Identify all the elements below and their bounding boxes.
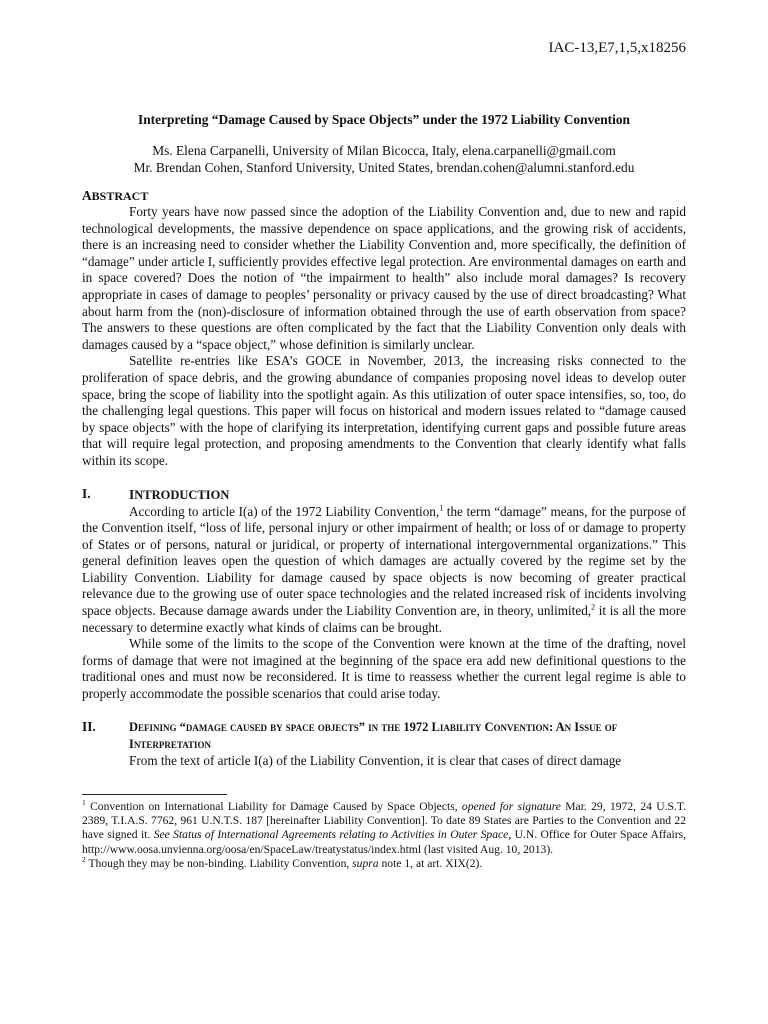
section-2-paragraph-1: From the text of article I(a) of the Liability Convention, it is clear that cases of direct damage — [129, 752, 622, 768]
section-2-heading — [82, 719, 686, 753]
section-1-paragraph-1: According to article I(a) of the 1972 Liability Convention,$^1$ the term “damage” means, for the purpose of the Convention itself, “loss of life, personal injury or other impairment of health; or loss of or damage to property of States or of persons, natural or juridical, or property of international intergovernmental organizations.” This general definition leaves open the question of which damages are actually covered by the regime set by the Liability Convention. Liability for damage caused by space objects is now becoming of greater practical relevance due to the growing use of outer space technologies and the related increased risk of incidents involving space objects. Because damage awards under the Liability Convention are, in theory, unlimited,$^2$ it is all the more necessary to determine exactly what kinds of claims can be brought. — [82, 503, 686, 635]
section-1-heading — [82, 486, 686, 504]
abstract-paragraph-2: Satellite re-entries like ESA’s GOCE in November, 2013, the increasing risks connected to the proliferation of space debris, and the growing abundance of companies proposing novel ideas to develop outer space, bring the scope of liability into the spotlight again. As this utilization of outer space intensifies, so, too, do the challenging legal questions. This paper will focus on historical and modern issues related to “damage caused by space objects” with the hope of clarifying its interpretation, identifying current gaps and possible future areas that will require legal protection, and proposing amendments to the Convention that clearly identify what falls within its scope. — [82, 353, 686, 468]
author-list — [82, 142, 686, 176]
footnote-ref-2[interactable]: 2 — [591, 602, 596, 612]
author-2: Mr. Brendan Cohen, Stanford University, United States, brendan.cohen@alumni.stanford.edu — [133, 160, 635, 175]
footnote-1: $^1$ Convention on International Liability for Damage Caused by Space Objects, opened for signature Mar. 29, 1972, 24 U.S.T. 2389, T.I.A.S. 7762, 961 U.N.T.S. 187 [hereinafter Liability Convention]. To date 89 States are Parties to the Convention and 22 have signed it. See Status of International Agreements relating to Activities in Outer Space, U.N. Office for Outer Space Affairs, http://www.oosa.unvienna.org/oosa/en/SpaceLaw/treatystatus/index.html (last visited Aug. 10, 2013). — [82, 798, 687, 856]
footnote-divider — [82, 794, 227, 795]
paper-title: Interpreting “Damage Caused by Space Objects” under the 1972 Liability Convention — [137, 112, 630, 127]
abstract-paragraph-1: Forty years have now passed since the adoption of the Liability Convention and, due to new and rapid technological developments, the massive dependence on space applications, and the growing risk of accidents, there is an increasing need to consider whether the Liability Convention and, more specifically, the definition of “damage” under article I, sufficiently provides effective legal protection. Are environmental damages on earth and in space covered? Does the notion of “the impairment to health” also include moral damages? Is recovery appropriate in cases of damage to peoples’ personality or privacy caused by the use of direct broadcasting? What about harm from the (non)-disclosure of information obtained through the use of earth observation from space? The answers to these questions are often complicated by the fact that the Liability Convention only deals with damages caused by a “space object,” whose definition is similarly unclear. — [82, 204, 686, 352]
section-1-paragraph-2: While some of the limits to the scope of the Convention were known at the time of the drafting, novel forms of damage that were not imagined at the beginning of the space era add new definitional questions to the traditional ones and must now be reconsidered. It is time to reassess whether the current legal regime is able to properly accommodate the possible scenarios that could arise today. — [82, 636, 686, 702]
section-2-title: Defining “damage caused by space objects” in the 1972 Liability Convention: An Issue of Interpretation — [129, 719, 618, 751]
document-code: IAC-13,E7,1,5,x18256 — [548, 40, 686, 56]
footnotes — [82, 800, 686, 871]
author-1: Ms. Elena Carpanelli, University of Milan Bicocca, Italy, elena.carpanelli@gmail.com — [152, 143, 616, 158]
section-2-number: II. — [82, 718, 96, 734]
section-1-number: I. — [82, 485, 91, 501]
footnote-2: $^2$ Though they may be non-binding. Liability Convention, supra note 1, at art. XIX(2). — [82, 854, 483, 870]
abstract-heading: ABSTRACT — [82, 188, 149, 203]
main-content — [82, 112, 686, 769]
section-1-title: INTRODUCTION — [129, 486, 230, 502]
footnote-ref-1[interactable]: 1 — [439, 503, 444, 513]
